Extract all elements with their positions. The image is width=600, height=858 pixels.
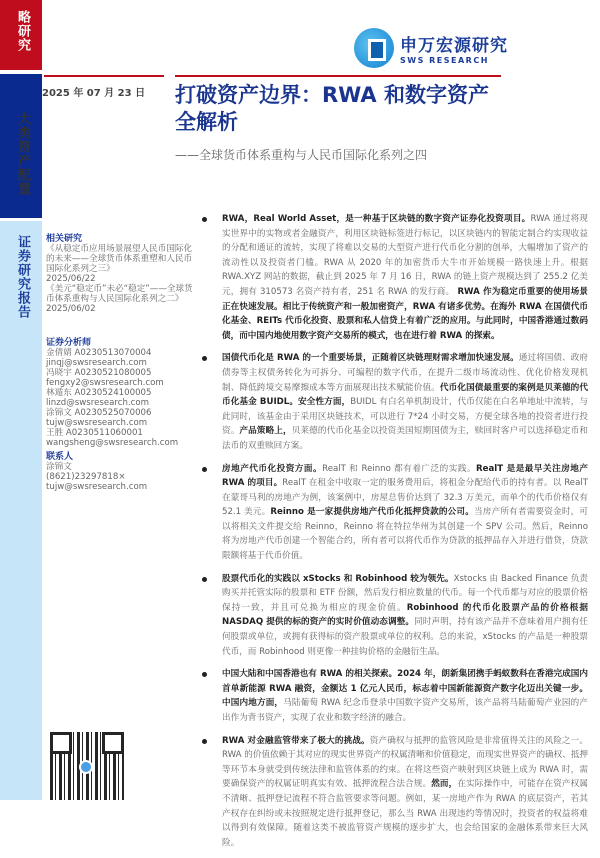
related-item[interactable]: 《从稳定币应用场景展望人民币国际化的未来——全球货币体系重塑和人民币国际化系列之三》 2025/06/22 [46, 244, 193, 284]
bold-text: RWA，Real World Asset，是一种基于区块链的数字资产证券化投资项目。 [222, 214, 531, 224]
body-text: RealT 和 Reinno 都有着广泛的实践。 [322, 463, 477, 474]
category-strip-light [0, 221, 42, 800]
bold-text: 股票代币化的实践以 xStocks 和 Robinhood 较为领先。 [222, 573, 454, 584]
sws-logo [354, 28, 508, 68]
body-text: 贝莱德的代币化基金以投资美国短期国债为主，赎回时客户可以选择稳定币和法币的双重赎回方案。 [222, 426, 588, 451]
body-text: 资产确权与抵押的监管风险是非常值得关注的风险之一。RWA 的价值依赖于其对应的现实世界资产的权属清晰和价值稳定，而现实世界资产的确权、抵押等环节本身就受到传统法律和监管体系的约束。在将这些资产映射到区块链上成为 RWA 时，需要确保资产的权属证明真实有效、抵押流程合法合规。 [222, 735, 589, 790]
bold-text: RWA 对金融监管带来了极大的挑战。 [222, 735, 370, 746]
body-text: 在实际操作中，可能存在资产权属不清晰、抵押登记流程不符合监管要求等问题。例如，某一房地产作为 RWA 的底层资产，若其产权存在纠纷或未按照规定进行抵押登记，那么当 RWA 出现违约等情况时，投资者的权益将难以得到有效保障。随着这类不被监管资产规模的逐步扩大，也会给国家的金融体系带来巨大风险。 [222, 779, 588, 848]
contact-line[interactable]: tujw@swsresearch.com [46, 482, 148, 492]
asset-allocation-label: 大类资产配置 [15, 112, 30, 196]
bold-text: 代币化国债最重要的案例是贝莱德的代币化基金 BUIDL。安全性方面， [222, 382, 588, 408]
body-text: RWA 通过将现实世界中的实物或者金融资产，利用区块链标签进行标记，以区块链内的智能定制合约实现收益的分配和通证的流转，实现了将难以交易的大型资产进行代币化分割的创举，大幅增加了资产的流动性以及投资者门槛。RWA 从 2020 年的加密货币大牛市开始规模一路快速上升。根据 RWA.XYZ 网站的数据，截止到 2025 年 7 月 16 日，RWA 的链上资产规模达到了 255.2 亿美元，拥有 310573 名资产持有者，251 名 RWA 的发行商。 [222, 214, 588, 297]
logo-en: SWS RESEARCH [400, 56, 489, 65]
report-type-label: 证券研究报告 [15, 235, 30, 319]
bold-text: Reinno 是一家提供房地产代币化抵押贷款的公司。 [270, 507, 474, 518]
related-heading: 相关研究 [46, 234, 83, 244]
bold-text: RWA 作为稳定币重要的使用场景正在快速发展。相比于传统资产和一般加密资产，RWA 有诸多优势。在海外 RWA 在国债代币化基金、REITs 代币化投资、股票和私人信贷上有着广泛的应用。与此同时，中国香港通过数码债，而中国内地使用数字资产交易所的模式，也在进行着 RWA 的探索。 [222, 286, 588, 341]
body-text: 同时声明，持有该产品并不意味着用户拥有任何股票或单位，或拥有获得标的资产股票或单位的权利。总的来说，xStocks 的产品是一种股票代币，而 Robinhood 则更像一种挂钩价格的金融衍生品。 [222, 617, 588, 657]
analysts-heading: 证券分析师 [46, 338, 92, 348]
category-strip-red [0, 0, 42, 70]
bullet-paragraph [202, 667, 588, 725]
analyst-email[interactable]: wangsheng@swsresearch.com [46, 438, 179, 448]
sidebar [46, 232, 196, 492]
analyst-name: 王胜 A0230511060001 [46, 428, 143, 438]
contact-line: (8621)23297818× [46, 472, 126, 482]
bullet-paragraph [202, 462, 588, 564]
qr-logo-icon [79, 760, 93, 774]
divider-right [175, 75, 501, 77]
body-text: RealT 在租金中收取一定的服务费用后，将租金分配给代币的持有者。以 RealT 在蒙哥马利的房地产为例，该案例中，房屋总售价达到了 32.3 万美元，而单个的代币价格仅有 52.1 美元。 [222, 478, 589, 518]
bullet-icon [202, 577, 207, 582]
qr-code [50, 732, 124, 800]
bold-text: 房地产代币化投资方面。 [222, 463, 323, 474]
bold-text: 国债代币化是 RWA 的一个重要场景，正随着区块链理财需求增加快速发展。 [222, 353, 519, 364]
bold-text: 然而， [431, 779, 458, 790]
bullet-icon [202, 217, 207, 222]
body-text: Xstocks 由 Backed Finance 负责购买并托管实际的股票和 ETF 份额，然后发行相应数量的代币。每一个代币都与对应的股票价格保持一致，并且可兑换为相应的现金价值。 [222, 573, 588, 613]
bold-text: RealT 是是最早关注房地产 RWA 的项目。 [222, 463, 588, 489]
bullet-icon [202, 739, 207, 744]
analyst-email[interactable]: fengxy2@swsresearch.com [46, 378, 164, 388]
bullet-paragraph [202, 351, 588, 453]
bullet-icon [202, 672, 207, 677]
bullet-paragraph [202, 212, 588, 343]
bold-text: 中国大陆和中国香港也有 RWA 的相关探索。2024 年，朗新集团携手蚂蚁数科在香港完成国内首单新能源 RWA 融资，金额达 1 亿元人民币，标志着中国新能源资产数字化迈出关键一步。中国内地方面， [222, 669, 588, 709]
analyst-name: 林遁东 A0230524100005 [46, 388, 152, 398]
contact-line: 涂锦文 [46, 462, 72, 472]
analyst-email[interactable]: tujw@swsresearch.com [46, 418, 148, 428]
bold-text: 产品策略上， [239, 426, 292, 437]
contact-list [46, 462, 196, 492]
logo-cn: 申万宏源研究 [400, 36, 508, 56]
analyst-email[interactable]: linzd@swsresearch.com [46, 398, 150, 408]
page-subtitle: ——全球货币体系重构与人民币国际化系列之四 [175, 148, 428, 162]
related-item[interactable]: 《美元“稳定币”未必“稳定”——全球货币体系重构与人民国际化系列之二》 2025/06/02 [46, 284, 193, 314]
body-text: 当房产所有者需要资金时，可以将相关文件提交给 Reinno，Reinno 将在特拉华州为其创建一个 SPV 公司。然后，Reinno 将为房地产代币创建一个智能合约，所有者可以将代币作为贷款的抵押品存入并进行借贷，贷款限额将基于代币价值。 [222, 507, 588, 562]
bullet-icon [202, 467, 207, 472]
page-title: 打破资产边界：RWA 和数字资产全解析 [175, 83, 489, 134]
body-text: 马陆葡萄 RWA 纪念币登录中国数字资产交易所，该产品将马陆葡萄产业园的产出作为背书资产，实现了农业和数字经济的融合。 [222, 698, 588, 723]
analyst-name: 冯晓宇 A0230521080005 [46, 368, 152, 378]
summary-body [202, 212, 588, 858]
analyst-list [46, 348, 196, 448]
report-date: 2025 年 07 月 23 日 [42, 88, 146, 99]
body-text: BUIDL 有白名单机制设计，代币仅能在白名单地址中流转，与此同时，该基金由于采用区块链技术，可以进行 7*24 小时交易，方便全球各地的投资者进行投资。 [222, 397, 589, 437]
bullet-icon [202, 356, 207, 361]
bold-text: Robinhood 的代币化股票产品的价格根据 NASDAQ 提供的标的资产的实时价值动态调整。 [222, 602, 588, 628]
category-strip-blue [0, 74, 42, 218]
analyst-name: 涂锦文 A0230525070006 [46, 408, 152, 418]
analyst-email[interactable]: jinqj@swsresearch.com [46, 358, 147, 368]
contact-heading: 联系人 [46, 452, 74, 462]
divider-left [44, 75, 164, 77]
strategy-research-label: 略研究 [15, 10, 30, 52]
bullet-paragraph [202, 734, 588, 851]
bullet-paragraph [202, 572, 588, 660]
body-text: 通过将国债、政府债券等主权债务转化为可拆分、可编程的数字代币，在提升二级市场流动性、优化价格发现机制、降低跨境交易摩擦成本等方面展现出技术赋能价值。 [222, 353, 588, 393]
logo-mark-icon [354, 28, 394, 68]
analyst-name: 金倩婧 A0230513070004 [46, 348, 152, 358]
